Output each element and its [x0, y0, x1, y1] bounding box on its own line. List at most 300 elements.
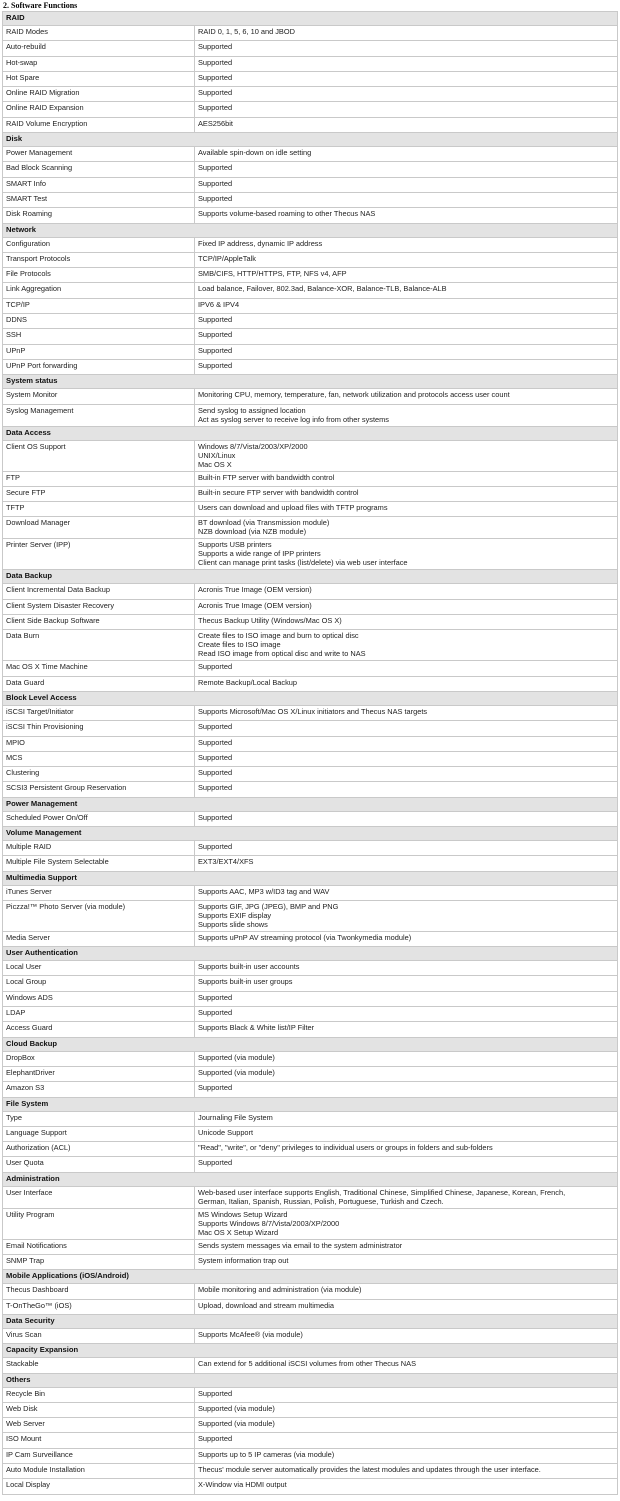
feature-label: Configuration — [3, 237, 195, 252]
feature-value-line: Supported — [198, 1388, 233, 1398]
feature-value — [195, 389, 618, 404]
table-row — [3, 931, 618, 946]
feature-value — [195, 471, 618, 486]
feature-value-line: Supported — [198, 42, 233, 52]
table-row — [3, 630, 618, 661]
feature-label: RAID Modes — [3, 26, 195, 41]
spec-table — [2, 11, 618, 1495]
feature-label: Client OS Support — [3, 440, 195, 471]
feature-value — [195, 162, 618, 177]
feature-label: Authorization (ACL) — [3, 1142, 195, 1157]
table-row — [3, 736, 618, 751]
feature-label: Amazon S3 — [3, 1082, 195, 1097]
feature-label: DropBox — [3, 1051, 195, 1066]
feature-value — [195, 1299, 618, 1314]
table-row — [3, 1022, 618, 1037]
feature-value-line: X-Window via HDMI output — [198, 1480, 287, 1490]
feature-value — [195, 1358, 618, 1373]
section-header — [3, 133, 618, 147]
feature-value-line: Supported — [198, 178, 233, 188]
feature-label: Disk Roaming — [3, 208, 195, 223]
section-title: Volume Management — [3, 826, 618, 840]
section-title: Data Access — [3, 426, 618, 440]
feature-label: Online RAID Migration — [3, 87, 195, 102]
feature-value — [195, 1464, 618, 1479]
section-title: File System — [3, 1097, 618, 1111]
table-row — [3, 1157, 618, 1172]
table-row — [3, 502, 618, 517]
feature-value-line: Mobile monitoring and administration (via module) — [198, 1285, 362, 1295]
feature-value-line: Supported — [198, 722, 233, 732]
feature-value-line: Supported — [198, 737, 233, 747]
feature-value-line: Read ISO image from optical disc and write to NAS — [198, 649, 366, 659]
table-row — [3, 1208, 618, 1239]
feature-value — [195, 1448, 618, 1463]
section-header — [3, 12, 618, 26]
feature-value-line: Unicode Support — [198, 1127, 254, 1137]
feature-label: RAID Volume Encryption — [3, 117, 195, 132]
feature-label: Local User — [3, 961, 195, 976]
feature-value-line: Supported — [198, 812, 233, 822]
feature-value — [195, 314, 618, 329]
feature-value-line: Mac OS X — [198, 459, 232, 469]
feature-value — [195, 26, 618, 41]
table-row — [3, 87, 618, 102]
table-row — [3, 162, 618, 177]
feature-label: Recycle Bin — [3, 1387, 195, 1402]
table-row — [3, 41, 618, 56]
feature-value-line: Built-in secure FTP server with bandwidth control — [198, 487, 359, 497]
section-header — [3, 871, 618, 885]
feature-value — [195, 931, 618, 946]
section-header — [3, 797, 618, 811]
feature-label: ISO Mount — [3, 1433, 195, 1448]
feature-label: Access Guard — [3, 1022, 195, 1037]
table-row — [3, 102, 618, 117]
section-title: Data Security — [3, 1314, 618, 1328]
feature-value — [195, 599, 618, 614]
section-header — [3, 1270, 618, 1284]
feature-value — [195, 900, 618, 931]
feature-value — [195, 1082, 618, 1097]
feature-value — [195, 1051, 618, 1066]
feature-value — [195, 1186, 618, 1208]
table-row — [3, 147, 618, 162]
table-row — [3, 1284, 618, 1299]
feature-label: MCS — [3, 751, 195, 766]
table-row — [3, 471, 618, 486]
feature-value-line: Supported — [198, 193, 233, 203]
feature-value — [195, 298, 618, 313]
feature-value — [195, 976, 618, 991]
feature-label: TFTP — [3, 502, 195, 517]
table-row — [3, 1464, 618, 1479]
feature-label: Auto Module Installation — [3, 1464, 195, 1479]
feature-label: Transport Protocols — [3, 252, 195, 267]
section-title: Power Management — [3, 797, 618, 811]
feature-value-line: Create files to ISO image — [198, 640, 281, 650]
spec-table-body — [3, 12, 618, 1495]
feature-value — [195, 404, 618, 426]
table-row — [3, 1239, 618, 1254]
feature-value-line: Supported — [198, 783, 233, 793]
section-title: Mobile Applications (iOS/Android) — [3, 1270, 618, 1284]
feature-label: Media Server — [3, 931, 195, 946]
feature-value — [195, 1007, 618, 1022]
feature-value — [195, 268, 618, 283]
feature-label: SNMP Trap — [3, 1255, 195, 1270]
table-row — [3, 252, 618, 267]
table-row — [3, 389, 618, 404]
table-row — [3, 1255, 618, 1270]
feature-label: Hot Spare — [3, 71, 195, 86]
feature-label: Thecus Dashboard — [3, 1284, 195, 1299]
feature-label: Local Group — [3, 976, 195, 991]
feature-value-line: BT download (via Transmission module) — [198, 518, 330, 528]
table-row — [3, 976, 618, 991]
feature-label: System Monitor — [3, 389, 195, 404]
section-title: Block Level Access — [3, 691, 618, 705]
feature-label: TCP/IP — [3, 298, 195, 313]
section-title: Capacity Expansion — [3, 1344, 618, 1358]
feature-label: Web Disk — [3, 1402, 195, 1417]
feature-value-line: "Read", "write", or "deny" privileges to individual users or groups in folders and sub-folders — [198, 1143, 493, 1153]
section-header — [3, 1097, 618, 1111]
feature-value — [195, 237, 618, 252]
table-row — [3, 840, 618, 855]
feature-value — [195, 1387, 618, 1402]
table-row — [3, 192, 618, 207]
feature-label: iSCSI Thin Provisioning — [3, 721, 195, 736]
section-header — [3, 1373, 618, 1387]
feature-value — [195, 1208, 618, 1239]
feature-value — [195, 676, 618, 691]
feature-value-line: Supported — [198, 1158, 233, 1168]
feature-label: iTunes Server — [3, 885, 195, 900]
feature-value — [195, 1255, 618, 1270]
feature-label: Syslog Management — [3, 404, 195, 426]
table-row — [3, 71, 618, 86]
table-row — [3, 991, 618, 1006]
feature-label: Auto-rebuild — [3, 41, 195, 56]
section-title: Disk — [3, 133, 618, 147]
feature-value — [195, 359, 618, 374]
feature-value — [195, 177, 618, 192]
feature-value — [195, 885, 618, 900]
feature-value-line: Supports EXIF display — [198, 910, 272, 920]
feature-value-line: Client can manage print tasks (list/delete) via web user interface — [198, 558, 408, 568]
table-row — [3, 1066, 618, 1081]
feature-label: Email Notifications — [3, 1239, 195, 1254]
feature-value-line: Sends system messages via email to the system administrator — [198, 1240, 403, 1250]
feature-value-line: System information trap out — [198, 1256, 289, 1266]
feature-value — [195, 1157, 618, 1172]
table-row — [3, 237, 618, 252]
table-row — [3, 1299, 618, 1314]
feature-value-line: German, Italian, Spanish, Russian, Polish, Portuguese, Turkish and Czech. — [198, 1196, 444, 1206]
feature-value — [195, 630, 618, 661]
feature-value — [195, 283, 618, 298]
feature-value-line: Supports a wide range of IPP printers — [198, 549, 321, 559]
feature-value-line: Available spin-down on idle setting — [198, 148, 312, 158]
feature-value-line: Supports AAC, MP3 w/ID3 tag and WAV — [198, 886, 330, 896]
feature-value-line: Supported — [198, 103, 233, 113]
feature-value-line: Built-in FTP server with bandwidth control — [198, 472, 335, 482]
section-header — [3, 826, 618, 840]
table-row — [3, 117, 618, 132]
feature-label: File Protocols — [3, 268, 195, 283]
feature-value-line: NZB download (via NZB module) — [198, 527, 307, 537]
feature-value — [195, 486, 618, 501]
feature-label: SSH — [3, 329, 195, 344]
table-row — [3, 1448, 618, 1463]
feature-value — [195, 147, 618, 162]
feature-value — [195, 1433, 618, 1448]
feature-value-line: Supported — [198, 72, 233, 82]
table-row — [3, 661, 618, 676]
feature-value — [195, 584, 618, 599]
table-row — [3, 584, 618, 599]
feature-value-line: Create files to ISO image and burn to optical disc — [198, 631, 359, 641]
section-title: Multimedia Support — [3, 871, 618, 885]
table-row — [3, 811, 618, 826]
table-row — [3, 1358, 618, 1373]
feature-label: iSCSI Target/Initiator — [3, 705, 195, 720]
section-title: Administration — [3, 1172, 618, 1186]
feature-value-line: Supported — [198, 1008, 233, 1018]
section-title: Cloud Backup — [3, 1037, 618, 1051]
feature-value-line: Supported — [198, 88, 233, 98]
feature-value — [195, 1239, 618, 1254]
table-row — [3, 517, 618, 539]
feature-value-line: Thecus Backup Utility (Windows/Mac OS X) — [198, 616, 342, 626]
feature-value-line: Supported — [198, 315, 233, 325]
feature-value-line: EXT3/EXT4/XFS — [198, 857, 254, 867]
table-row — [3, 298, 618, 313]
feature-value-line: Supported — [198, 768, 233, 778]
feature-label: Client Incremental Data Backup — [3, 584, 195, 599]
feature-value — [195, 344, 618, 359]
feature-value — [195, 1126, 618, 1141]
feature-label: Power Management — [3, 147, 195, 162]
table-row — [3, 676, 618, 691]
table-row — [3, 440, 618, 471]
section-title: Others — [3, 1373, 618, 1387]
feature-value-line: AES256bit — [198, 118, 233, 128]
table-row — [3, 56, 618, 71]
feature-value-line: Supports volume-based roaming to other Thecus NAS — [198, 209, 376, 219]
feature-label: Download Manager — [3, 517, 195, 539]
feature-label: DDNS — [3, 314, 195, 329]
feature-value-line: Supported — [198, 662, 233, 672]
table-row — [3, 1402, 618, 1417]
feature-value-line: Load balance, Failover, 802.3ad, Balance-XOR, Balance-TLB, Balance-ALB — [198, 284, 447, 294]
feature-value-line: Monitoring CPU, memory, temperature, fan, network utilization and protocols access user count — [198, 390, 510, 400]
feature-value — [195, 517, 618, 539]
feature-value-line: TCP/IP/AppleTalk — [198, 253, 256, 263]
feature-value-line: Journaling File System — [198, 1112, 273, 1122]
feature-value-line: Supported — [198, 57, 233, 67]
feature-value-line: Supported (via module) — [198, 1067, 275, 1077]
section-header — [3, 223, 618, 237]
feature-value-line: Thecus' module server automatically provides the latest modules and updates through the user interface. — [198, 1465, 541, 1474]
section-title: Data Backup — [3, 570, 618, 584]
feature-value — [195, 767, 618, 782]
feature-value-line: Supported — [198, 1434, 233, 1444]
feature-label: Mac OS X Time Machine — [3, 661, 195, 676]
feature-value-line: Supports Black & White list/IP Filter — [198, 1023, 315, 1033]
section-header — [3, 375, 618, 389]
feature-value-line: Supports Windows 8/7/Vista/2003/XP/2000 — [198, 1218, 340, 1228]
feature-value — [195, 87, 618, 102]
table-row — [3, 1126, 618, 1141]
feature-label: FTP — [3, 471, 195, 486]
feature-value-line: IPV6 & IPV4 — [198, 299, 240, 309]
table-row — [3, 900, 618, 931]
feature-value-line: Acronis True Image (OEM version) — [198, 585, 312, 595]
feature-value — [195, 1479, 618, 1494]
section-header — [3, 1172, 618, 1186]
feature-label: Multiple RAID — [3, 840, 195, 855]
section-title: Network — [3, 223, 618, 237]
table-row — [3, 721, 618, 736]
feature-label: Piczza!™ Photo Server (via module) — [3, 900, 195, 931]
section-header — [3, 570, 618, 584]
feature-value-line: Upload, download and stream multimedia — [198, 1300, 334, 1310]
table-row — [3, 1186, 618, 1208]
feature-value-line: Supported — [198, 345, 233, 355]
feature-label: LDAP — [3, 1007, 195, 1022]
table-row — [3, 1328, 618, 1343]
feature-value — [195, 102, 618, 117]
feature-label: SMART Test — [3, 192, 195, 207]
feature-value — [195, 751, 618, 766]
table-row — [3, 1142, 618, 1157]
feature-value — [195, 502, 618, 517]
feature-value — [195, 1142, 618, 1157]
feature-value-line: Supports uPnP AV streaming protocol (via Twonkymedia module) — [198, 932, 412, 942]
feature-label: Windows ADS — [3, 991, 195, 1006]
feature-value-line: Supports up to 5 IP cameras (via module) — [198, 1449, 335, 1459]
feature-value — [195, 1284, 618, 1299]
feature-value-line: Supports USB printers — [198, 540, 272, 550]
feature-value-line: Mac OS X Setup Wizard — [198, 1227, 279, 1237]
feature-label: Language Support — [3, 1126, 195, 1141]
feature-label: Link Aggregation — [3, 283, 195, 298]
feature-value — [195, 1402, 618, 1417]
feature-label: Client System Disaster Recovery — [3, 599, 195, 614]
feature-label: UPnP Port forwarding — [3, 359, 195, 374]
feature-label: Clustering — [3, 767, 195, 782]
table-row — [3, 1479, 618, 1494]
feature-value — [195, 661, 618, 676]
feature-value-line: Supported (via module) — [198, 1052, 275, 1062]
feature-value — [195, 71, 618, 86]
feature-value-line: Supported (via module) — [198, 1403, 275, 1413]
feature-value-line: Windows 8/7/Vista/2003/XP/2000 — [198, 441, 308, 451]
feature-value-line: Supports built-in user groups — [198, 977, 293, 987]
feature-value — [195, 705, 618, 720]
table-row — [3, 615, 618, 630]
feature-value-line: Web-based user interface supports English, Traditional Chinese, Simplified Chinese, Japanese, Korean, French, — [198, 1187, 566, 1197]
feature-value — [195, 991, 618, 1006]
table-row — [3, 26, 618, 41]
table-row — [3, 1111, 618, 1126]
feature-value — [195, 192, 618, 207]
feature-value — [195, 615, 618, 630]
feature-value — [195, 1328, 618, 1343]
table-row — [3, 885, 618, 900]
feature-label: UPnP — [3, 344, 195, 359]
feature-label: User Quota — [3, 1157, 195, 1172]
feature-label: Secure FTP — [3, 486, 195, 501]
feature-value-line: Supported — [198, 163, 233, 173]
section-title: User Authentication — [3, 947, 618, 961]
feature-value — [195, 1066, 618, 1081]
table-row — [3, 177, 618, 192]
table-row — [3, 961, 618, 976]
feature-value — [195, 782, 618, 797]
feature-value — [195, 440, 618, 471]
feature-value — [195, 736, 618, 751]
feature-value-line: Supported — [198, 752, 233, 762]
feature-value-line: Supported — [198, 330, 233, 340]
feature-value — [195, 856, 618, 871]
feature-label: ElephantDriver — [3, 1066, 195, 1081]
feature-value-line: UNIX/Linux — [198, 450, 236, 460]
page-title: 2. Software Functions — [3, 1, 78, 10]
section-header — [3, 1314, 618, 1328]
feature-label: Utility Program — [3, 1208, 195, 1239]
table-row — [3, 1418, 618, 1433]
section-title: System status — [3, 375, 618, 389]
feature-value-line: Supports built-in user accounts — [198, 962, 300, 972]
feature-value-line: Acronis True Image (OEM version) — [198, 600, 312, 610]
feature-value — [195, 41, 618, 56]
table-row — [3, 599, 618, 614]
feature-value-line: Can extend for 5 additional iSCSI volumes from other Thecus NAS — [198, 1359, 416, 1369]
feature-value — [195, 539, 618, 570]
feature-value — [195, 1022, 618, 1037]
feature-label: Scheduled Power On/Off — [3, 811, 195, 826]
feature-value-line: RAID 0, 1, 5, 6, 10 and JBOD — [198, 27, 295, 36]
feature-value — [195, 1111, 618, 1126]
feature-label: MPIO — [3, 736, 195, 751]
feature-value — [195, 1418, 618, 1433]
feature-value-line: Send syslog to assigned location — [198, 405, 306, 415]
feature-label: Client Side Backup Software — [3, 615, 195, 630]
feature-value-line: SMB/CIFS, HTTP/HTTPS, FTP, NFS v4, AFP — [198, 269, 347, 279]
feature-value — [195, 840, 618, 855]
table-row — [3, 539, 618, 570]
feature-value-line: MS Windows Setup Wizard — [198, 1209, 288, 1219]
feature-value-line: Fixed IP address, dynamic IP address — [198, 238, 323, 248]
feature-value-line: Supports slide shows — [198, 919, 268, 929]
feature-label: Local Display — [3, 1479, 195, 1494]
feature-value-line: Supported — [198, 1083, 233, 1093]
feature-label: Stackable — [3, 1358, 195, 1373]
feature-value-line: Supports Microsoft/Mac OS X/Linux initiators and Thecus NAS targets — [198, 706, 428, 716]
feature-value-line: Supported — [198, 841, 233, 851]
feature-label: Data Guard — [3, 676, 195, 691]
feature-value — [195, 811, 618, 826]
table-row — [3, 705, 618, 720]
table-row — [3, 856, 618, 871]
feature-label: IP Cam Surveillance — [3, 1448, 195, 1463]
feature-value-line: Supported (via module) — [198, 1419, 275, 1429]
table-row — [3, 344, 618, 359]
table-row — [3, 1051, 618, 1066]
